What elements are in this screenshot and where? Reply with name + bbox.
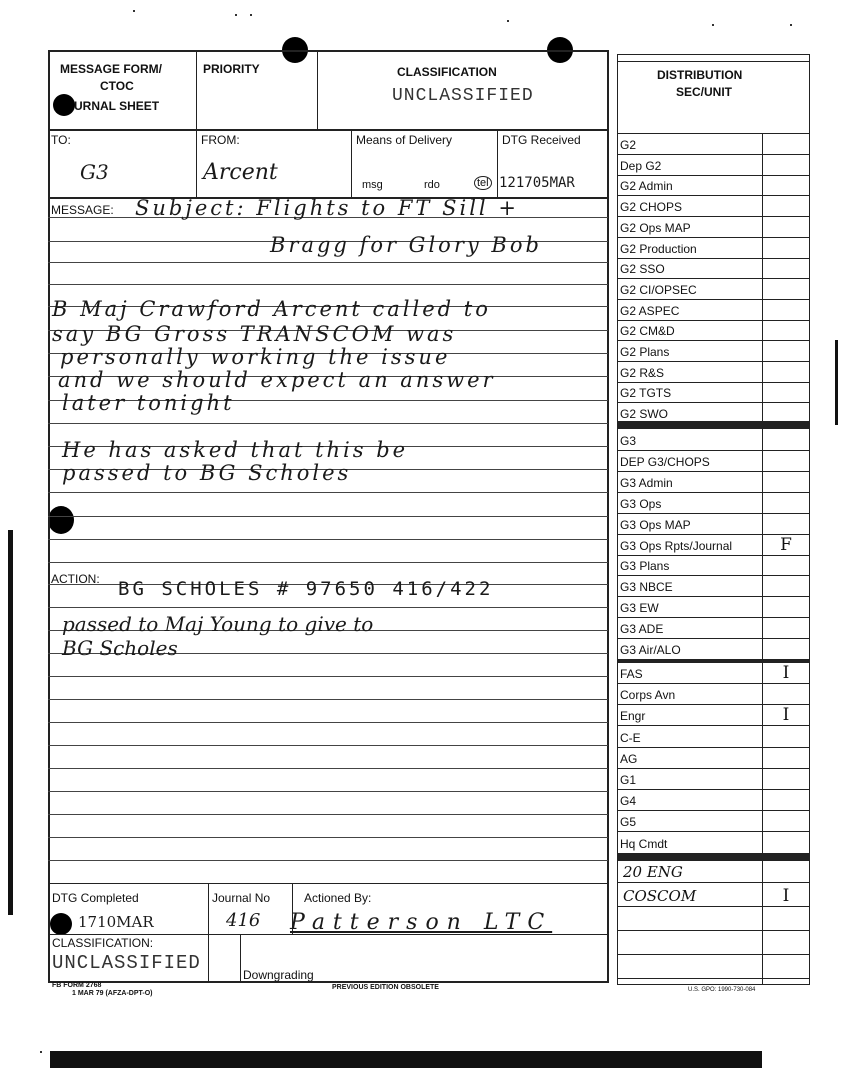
distribution-row — [617, 886, 810, 907]
scan-edge-right — [835, 340, 838, 425]
distribution-unit: G3 — [620, 434, 637, 448]
rule-line — [48, 676, 608, 677]
from-value: Arcent — [203, 160, 278, 185]
distribution-unit: G3 ADE — [620, 622, 664, 637]
distribution-row — [617, 430, 810, 451]
distribution-unit: G3 Ops Rpts/Journal — [620, 538, 733, 553]
rule-line — [48, 516, 608, 517]
scan-speck — [250, 14, 252, 16]
distribution-row — [617, 382, 810, 403]
means-rdo: rdo — [424, 179, 440, 191]
footer-classification-label: CLASSIFICATION: — [52, 936, 154, 950]
rule-line — [48, 745, 608, 746]
distribution-unit: FAS — [620, 667, 643, 681]
distribution-unit: G2 Ops MAP — [620, 220, 691, 235]
scan-edge-left — [8, 530, 13, 915]
distribution-unit: Hq Cmdt — [620, 836, 668, 851]
distribution-unit: G3 Plans — [620, 559, 670, 574]
distribution-unit: DEP G3/CHOPS — [620, 454, 710, 469]
previous-edition-note: PREVIOUS EDITION OBSOLETE — [332, 984, 439, 991]
message-label: MESSAGE: — [51, 203, 114, 217]
distribution-unit: G2 — [620, 138, 637, 152]
rule-line — [48, 492, 608, 493]
scan-speck — [790, 24, 792, 26]
to-value: G3 — [80, 160, 109, 184]
rule-line — [48, 860, 608, 861]
distribution-unit: G2 ASPEC — [620, 303, 680, 318]
rule-line — [48, 539, 608, 540]
scan-bar-bottom — [50, 1051, 762, 1068]
distribution-unit: Corps Avn — [620, 688, 676, 703]
message-line: Bragg for Glory Bob — [270, 233, 542, 257]
distribution-row — [617, 217, 810, 238]
classification-label: CLASSIFICATION — [397, 65, 497, 79]
distribution-unit: Engr — [620, 709, 646, 724]
scan-speck — [235, 14, 237, 16]
scan-speck — [40, 1051, 42, 1053]
rule-line — [48, 262, 608, 263]
distribution-row — [617, 576, 810, 597]
distribution-unit: G2 R&S — [620, 365, 665, 380]
distribution-row-line — [617, 906, 810, 907]
distribution-unit: G1 — [620, 773, 637, 787]
distribution-row — [617, 811, 810, 832]
rule-line — [48, 423, 608, 424]
message-line: and we should expect an answer — [58, 368, 496, 392]
distribution-row-line — [617, 882, 810, 883]
distribution-row — [617, 472, 810, 493]
form-title: MESSAGE FORM/ — [60, 62, 163, 76]
distribution-unit: AG — [620, 751, 638, 766]
distribution-unit: G2 Plans — [620, 345, 670, 359]
distribution-row — [617, 341, 810, 362]
distribution-row — [617, 833, 810, 854]
dtg-completed-value: 1710MAR — [78, 913, 154, 931]
distribution-row — [617, 934, 810, 955]
dtg-completed-label: DTG Completed — [52, 891, 139, 905]
distribution-row-line — [617, 954, 810, 955]
message-line: passed to BG Scholes — [62, 461, 352, 485]
distribution-unit: G2 TGTS — [620, 386, 672, 401]
distribution-row — [617, 748, 810, 769]
distribution-unit: G2 Production — [620, 241, 697, 256]
distribution-unit: G3 EW — [620, 601, 659, 616]
distribution-mark: I — [782, 663, 790, 683]
dtg-received-label: DTG Received — [502, 133, 581, 147]
footer-classification-value: UNCLASSIFIED — [52, 952, 201, 974]
distribution-row — [617, 238, 810, 259]
means-of-delivery-label: Means of Delivery — [356, 133, 453, 147]
distribution-row — [617, 535, 810, 556]
distribution-unit: G3 Ops — [620, 496, 662, 511]
distribution-unit: G2 Admin — [620, 179, 673, 194]
message-line: say BG Gross TRANSCOM was — [52, 322, 457, 346]
rule-line — [48, 562, 608, 563]
distribution-unit: G3 Air/ALO — [620, 643, 681, 657]
distribution-unit: G2 SWO — [620, 407, 669, 422]
distribution-row — [617, 727, 810, 748]
means-circled: tel — [474, 176, 492, 190]
rule-line — [48, 722, 608, 723]
distribution-row — [617, 279, 810, 300]
distribution-unit: COSCOM — [623, 887, 697, 905]
form-title: CTOC — [100, 79, 134, 93]
rule-line — [48, 837, 608, 838]
rule-line — [48, 699, 608, 700]
distribution-unit: G5 — [620, 815, 637, 830]
distribution-row — [617, 705, 810, 726]
distribution-divider — [617, 421, 810, 429]
distribution-unit: G3 NBCE — [620, 580, 673, 595]
distribution-unit: 20 ENG — [623, 863, 683, 881]
message-line: Subject: Flights to FT Sill + — [135, 196, 519, 220]
rule-line — [48, 814, 608, 815]
downgrading-label: Downgrading — [243, 968, 314, 982]
punch-hole — [50, 913, 72, 935]
distribution-row — [617, 639, 810, 660]
journal-no-label: Journal No — [212, 891, 271, 905]
distribution-row — [617, 320, 810, 341]
form-date: 1 MAR 79 (AFZA-DPT-O) — [72, 990, 153, 997]
action-line: BG SCHOLES # 97650 416/422 — [118, 578, 494, 600]
classification-value: UNCLASSIFIED — [392, 86, 534, 106]
distribution-row — [617, 300, 810, 321]
distribution-row — [617, 769, 810, 790]
distribution-row — [617, 134, 810, 155]
distribution-row — [617, 514, 810, 535]
distribution-row — [617, 684, 810, 705]
means-msg: msg — [362, 179, 383, 191]
message-line: later tonight — [62, 391, 235, 415]
distribution-row — [617, 155, 810, 176]
actioned-by-signature: Patterson LTC — [290, 910, 553, 935]
distribution-row — [617, 790, 810, 811]
rule-line — [48, 768, 608, 769]
to-label: TO: — [51, 133, 71, 147]
action-label: ACTION: — [51, 572, 100, 586]
distribution-row-line — [617, 930, 810, 931]
distribution-mark: F — [780, 534, 792, 555]
distribution-row-line — [617, 978, 810, 979]
distribution-row — [617, 555, 810, 576]
distribution-unit: G2 SSO — [620, 262, 665, 277]
scan-speck — [712, 24, 714, 26]
actioned-by-label: Actioned By: — [304, 891, 372, 905]
distribution-row — [617, 493, 810, 514]
distribution-row — [617, 175, 810, 196]
gpo-note: U.S. GPO: 1990-730-084 — [688, 987, 756, 993]
distribution-divider — [617, 853, 810, 861]
distribution-unit: G4 — [620, 794, 637, 809]
distribution-row — [617, 451, 810, 472]
rule-line — [48, 284, 608, 285]
distribution-unit: G3 Ops MAP — [620, 517, 691, 532]
distribution-row — [617, 958, 810, 979]
distribution-label: SEC/UNIT — [676, 85, 733, 99]
rule-line — [48, 607, 608, 608]
punch-hole — [48, 506, 74, 534]
rule-line — [48, 791, 608, 792]
from-label: FROM: — [201, 133, 240, 147]
action-line: BG Scholes — [62, 636, 178, 660]
distribution-row — [617, 362, 810, 383]
distribution-row — [617, 258, 810, 279]
distribution-row — [617, 597, 810, 618]
distribution-row — [617, 910, 810, 931]
distribution-unit: C-E — [620, 730, 641, 745]
message-line: personally working the issue — [60, 345, 451, 369]
distribution-row — [617, 196, 810, 217]
message-line: B Maj Crawford Arcent called to — [52, 297, 491, 321]
form-title: URNAL SHEET — [74, 99, 160, 113]
distribution-unit: G2 CI/OPSEC — [620, 282, 697, 297]
distribution-mark: I — [782, 886, 790, 906]
action-line: passed to Maj Young to give to — [62, 612, 374, 636]
scan-speck — [507, 20, 509, 22]
form-number: FB FORM 2768 — [52, 982, 102, 989]
distribution-unit: G3 Admin — [620, 475, 673, 490]
priority-label: PRIORITY — [203, 62, 260, 76]
distribution-row — [617, 618, 810, 639]
punch-hole — [53, 94, 75, 116]
distribution-unit: G2 CHOPS — [620, 200, 683, 215]
journal-no-value: 416 — [226, 910, 261, 931]
dtg-received-value: 121705MAR — [499, 175, 575, 191]
message-line: He has asked that this be — [62, 438, 409, 462]
distribution-label: DISTRIBUTION — [657, 68, 743, 82]
scan-speck — [133, 10, 135, 12]
distribution-row — [617, 862, 810, 883]
distribution-mark: I — [782, 705, 790, 726]
distribution-unit: G2 CM&D — [620, 324, 675, 339]
distribution-unit: Dep G2 — [620, 158, 662, 173]
distribution-row — [617, 663, 810, 684]
